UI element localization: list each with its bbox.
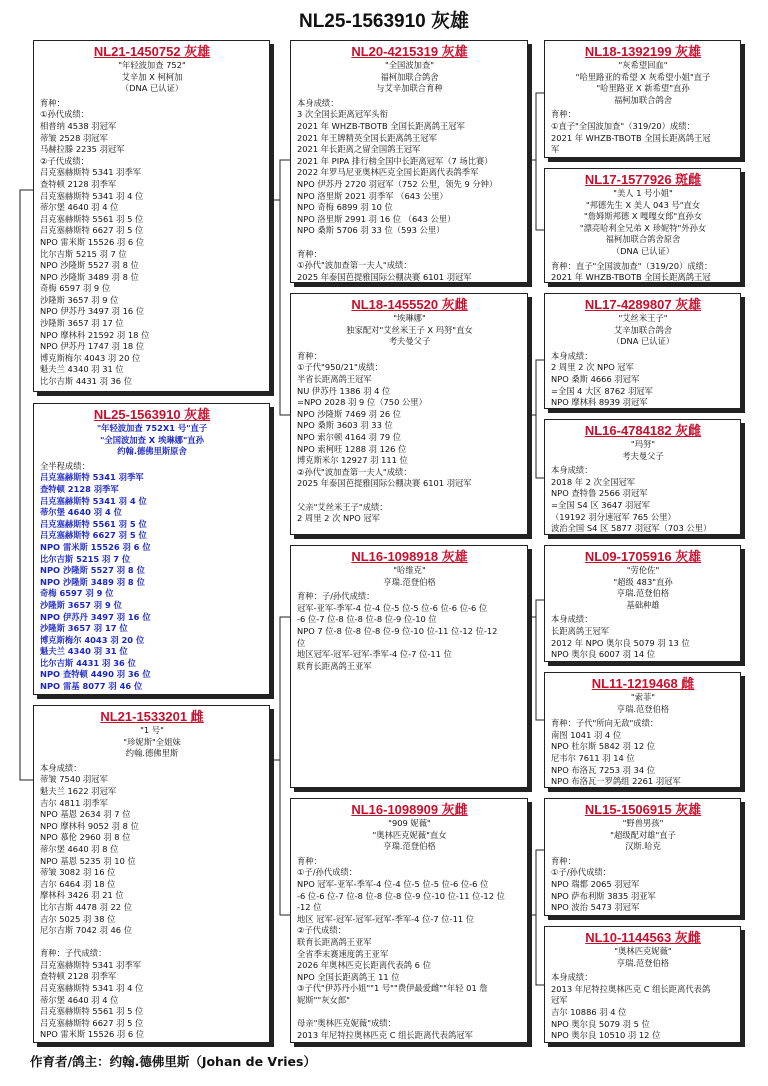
result-line: NPO 洛里斯 2021 羽季军 （643 公里） (297, 190, 448, 201)
result-line: 2025 年泰国芭提雅国际公棚决赛 6101 羽冠军 (297, 478, 472, 489)
result-line: NPO 沙隆斯 3489 羽 8 位 (40, 271, 139, 282)
result-line: =全国 4 大区 8762 羽冠军 (551, 385, 653, 396)
result-line: NPO 波治 5473 羽冠军 (551, 902, 640, 913)
pedigree-card-dam (33, 705, 270, 1043)
result-line: NPO 慕伦 2960 羽 8 位 (40, 832, 131, 843)
result-line: NPO 基恩 2634 羽 7 位 (40, 809, 131, 820)
result-line: 查特顿 2128 羽季军 (40, 483, 119, 494)
result-line: 吕克塞赫斯特 5561 羽 5 位 (40, 213, 144, 224)
result-line: NPO 伊苏丹 1747 羽 18 位 (40, 341, 145, 352)
pigeon-description: 亨瑞.范登伯格 (616, 957, 670, 968)
pedigree-card-sire (33, 40, 270, 392)
pigeon-description: 福柯加联合鸽舍原舍 (605, 234, 681, 245)
result-line: NPO 沙隆斯 3489 羽 8 位 (40, 576, 145, 587)
result-line: 蒂尔堡 4640 羽 8 位 (40, 843, 119, 854)
pigeon-description: （DNA 已认证） (611, 336, 675, 347)
result-line: NPO 桑斯 3603 羽 33 位 (297, 420, 393, 431)
ring-number: NL21-1533201 雌 (100, 709, 204, 724)
pedigree-card-sire-dam (290, 293, 528, 535)
result-line: NPO 全国长距离鸽王 11 位 (297, 971, 400, 982)
pigeon-description: 与艾辛加联合育种 (376, 83, 443, 94)
result-line: 本身成绩： (551, 465, 593, 476)
result-line: 尼韦尔 7611 羽 14 位 (551, 752, 635, 763)
result-line: NPO 桑斯 4666 羽冠军 (551, 373, 640, 384)
ring-number: NL17-1577926 斑雌 (584, 172, 702, 187)
result-line: 相普纳 4538 羽冠军 (40, 120, 117, 131)
result-line: -12 位 (297, 902, 322, 913)
result-line: ①子/孙代成绩： (297, 867, 358, 878)
result-line: ①孙代"波加查第一夫人"成绩： (297, 260, 412, 271)
ring-number: NL16-1098909 灰雌 (351, 802, 468, 817)
pedigree-card-dsd (544, 672, 741, 788)
result-line: NPO 冠军-亚军-季军-4 位-4 位-5 位-5 位-6 位-6 位 (297, 878, 489, 889)
pedigree-card-ssd (544, 168, 741, 283)
result-line: 育种： (297, 855, 322, 866)
breeder-credit: 作育者/鸽主：约翰.德佛里斯（Johan de Vries） (30, 1054, 316, 1069)
result-line: ②子代成绩： (297, 925, 346, 936)
result-line: 尼尔吉斯 7042 羽 46 位 (40, 925, 133, 936)
result-line: 吉尔 5025 羽 38 位 (40, 913, 116, 924)
pigeon-description: "漂亮哈利全兄弟 X 珍妮特"外孙女 (579, 222, 707, 233)
connector-dam-dd (280, 760, 290, 915)
result-line: 地区冠军-冠军-冠军-季军-4 位-7 位-11 位 (297, 649, 452, 660)
result-line: 魁夫兰 4340 羽 31 位 (40, 646, 128, 657)
result-line: 长距离鸽王冠军 (551, 625, 610, 636)
result-line: NPO 雷米斯 15526 羽 6 位 (40, 1029, 145, 1040)
result-line: 半省长距离鸽王冠军 (297, 373, 372, 384)
pigeon-description: "奥林匹克妮薇"直女 (372, 829, 447, 840)
result-line: 沙隆斯 3657 羽 17 位 (40, 623, 128, 634)
ring-number: NL09-1705916 灰雄 (584, 549, 702, 564)
result-line: 吕克塞赫斯特 6627 羽 5 位 (40, 1017, 144, 1028)
result-line: 吕克塞赫斯特 5341 羽季军 (40, 167, 142, 178)
result-line: NPO 奥尔良 6007 羽 14 位 (551, 649, 656, 660)
result-line (297, 237, 522, 249)
pedigree-card-sss (544, 40, 741, 158)
result-line: 比尔吉斯 4431 羽 36 位 (40, 376, 133, 387)
result-line: 蒂皱 7540 羽冠军 (40, 774, 108, 785)
pigeon-description: 亨瑞.范登伯格 (616, 588, 670, 599)
pigeon-description: "劳伦佐" (626, 565, 660, 575)
connector-subject-sire (20, 190, 33, 404)
pigeon-description: "珍妮斯"全姐妹 (123, 736, 181, 747)
pigeon-description: "超级配对雄"直子 (610, 829, 676, 840)
result-line: 2021 年 WHZB-TBOTB 全国长距离鸽王冠 (551, 132, 711, 143)
pigeon-description: 独家配对"艾丝米王子 X 玛努"直女 (346, 324, 473, 335)
pigeon-description: 约翰.德佛里斯原舍 (117, 446, 187, 457)
result-line: 蒂皱 2528 羽冠军 (40, 132, 108, 143)
pigeon-description: "灰希望回血" (618, 60, 668, 70)
result-line: 母亲"奥林匹克妮薇"成绩： (297, 1018, 396, 1029)
result-line: 父亲"艾丝米王子"成绩： (297, 501, 388, 512)
result-line: 吕克塞赫斯特 5561 羽 5 位 (40, 518, 147, 529)
pigeon-description: 亨瑞.范登伯格 (383, 841, 436, 852)
result-line: NPO 沙隆斯 7469 羽 26 位 (297, 408, 402, 419)
pedigree-card-sire-sire (290, 40, 528, 283)
result-line: 博克斯梅尔 4043 羽 20 位 (40, 352, 141, 363)
pedigree-card-dam-sire (290, 545, 528, 788)
result-line: 2021 年 PIPA 排行榜全国中长距离冠军（7 场比赛） (297, 155, 493, 166)
connector-sire-ss (270, 160, 290, 200)
result-line: 沙隆斯 3657 羽 9 位 (40, 294, 119, 305)
pigeon-description: 约翰.德佛里斯 (125, 748, 179, 759)
connector-sd-sds (528, 360, 544, 415)
result-line: 吉尔 10886 羽 4 位 (551, 1006, 627, 1017)
pedigree-card-ddd (544, 926, 741, 1043)
pedigree-card-sds (544, 293, 741, 409)
result-line: 育种： (297, 248, 322, 259)
result-line: 本身成绩： (297, 97, 339, 108)
result-line (297, 1007, 522, 1019)
ring-number: NL18-1455520 灰雌 (351, 297, 468, 312)
pigeon-description: "1 号" (140, 725, 164, 735)
connector-dd-ddd (536, 915, 544, 985)
result-line: 沙隆斯 3657 羽 9 位 (40, 599, 122, 610)
result-line: NPO 索柯旺 1288 羽 126 位 (297, 443, 407, 454)
result-line: 2012 年 NPO 奥尔良 5079 羽 13 位 (551, 637, 690, 648)
result-line: NPO 查特顿 4490 羽 36 位 (40, 669, 151, 680)
result-line: NPO 7 位-8 位-8 位-8 位-9 位-10 位-11 位-12 位-12 (297, 625, 498, 636)
result-line: =全国 S4 区 3647 羽冠军 (551, 499, 650, 510)
result-line: 奇梅 6597 羽 9 位 (40, 283, 111, 294)
result-line: 2026 年奥林匹克长距离代表鸽 6 位 (297, 960, 431, 971)
result-line: 地区 冠军-冠军-冠军-冠军-季军-4 位-7 位-11 位 (297, 913, 475, 924)
result-line: 奇梅 6597 羽 9 位 (40, 588, 114, 599)
pigeon-description: "年轻波加查 752" (118, 60, 186, 70)
result-line: 位 (297, 637, 306, 648)
result-line: 比尔吉斯 4431 羽 36 位 (40, 657, 136, 668)
ring-number: NL10-1144563 灰雌 (585, 930, 701, 945)
connector-sire-sd (280, 200, 290, 415)
result-line: 2 周里 2 次 NPO 冠军 (297, 513, 380, 524)
result-line: 博克斯梅尔 4043 羽 20 位 (40, 634, 145, 645)
result-line: NPO 查特鲁 2566 羽冠军 (551, 488, 648, 499)
result-line: 2021 年 WHZB-TBOTB 全国长距离鸽王冠军 (297, 120, 465, 131)
page-title: NL25-1563910 灰雄 (298, 11, 470, 32)
connector-ds-dsd (536, 617, 544, 720)
result-line: NPO 洛里斯 2991 羽 16 位 （643 公里） (297, 213, 456, 224)
result-line: NPO 布洛瓦 7253 羽 34 位 (551, 764, 656, 775)
result-line: NPO 伊苏丹 2720 羽冠军（752 公里，领先 9 分钟） (297, 178, 498, 189)
connector-subject-dam (20, 400, 33, 780)
result-line: 蒂尔堡 4640 羽 4 位 (40, 202, 119, 213)
pedigree-card-sdd (544, 419, 741, 535)
result-line: 2021 年王牌精英全国长距离鸽王冠军 (297, 132, 437, 143)
result-line: NPO 伊苏丹 3497 羽 16 位 (40, 611, 151, 622)
pigeon-description: "909 妮薇" (388, 818, 431, 828)
result-line: 妮斯""灰女郎" (297, 994, 350, 1005)
pigeon-description: 考夫曼父子 (622, 450, 664, 461)
result-line: NPO 杜尔斯 5842 羽 12 位 (551, 741, 656, 752)
pigeon-description: （DNA 已认证） (611, 245, 675, 256)
result-line: 吉尔 4811 羽季军 (40, 797, 108, 808)
pigeon-description: "美人 1 号小姐" (613, 188, 673, 198)
pigeon-description: 艾辛加 X 柯柯加 (121, 71, 183, 82)
result-line: NPO 奥尔良 5079 羽 5 位 (551, 1018, 650, 1029)
pigeon-description: 考夫曼父子 (388, 336, 431, 347)
result-line: 南图 1041 羽 4 位 (551, 729, 622, 740)
pigeon-description: "全国波加查 X 埃琳娜"直孙 (100, 434, 204, 445)
result-line: 2013 年尼特拉奥林匹克 C 组长距离代表鸽 (551, 983, 711, 994)
result-line: 魁夫兰 4340 羽 31 位 (40, 364, 124, 375)
pedigree-card-subject (33, 403, 270, 695)
result-line: 育种： (551, 109, 576, 120)
result-line: NPO 沙隆斯 5527 羽 8 位 (40, 260, 139, 271)
connector-ds-dss (528, 600, 544, 617)
result-line: 本身成绩： (551, 972, 593, 983)
result-line: 查特顿 2128 羽季军 (40, 971, 117, 982)
result-line: ①子/孙代成绩： (551, 867, 612, 878)
pigeon-description: "玛努" (630, 439, 656, 449)
result-line: 博克斯米尔 12927 羽 111 位 (297, 455, 408, 466)
result-line: 本身成绩： (40, 762, 82, 773)
pigeon-description: "詹姆斯邦德 X 嘎嘎女郎"直孙女 (583, 211, 703, 222)
ring-number: NL16-1098918 灰雄 (351, 549, 468, 564)
result-line: -6 位-7 位-8 位-8 位-8 位-9 位-10 位 (297, 614, 437, 625)
result-line: 全省季末赛速度鸽王亚军 (297, 948, 389, 959)
pedigree-card-dss (544, 545, 741, 662)
result-line: 2021 年长距离之留全国鸽王冠军 (297, 144, 421, 155)
result-line: 比尔吉斯 5215 羽 7 位 (40, 553, 131, 564)
pedigree-card-dam-dam (290, 798, 528, 1043)
result-line: 联育长距离鸽王亚军 (297, 936, 372, 947)
result-line: 吕克塞赫斯特 6627 羽 5 位 (40, 225, 144, 236)
result-line: 本身成绩： (551, 350, 593, 361)
result-line: 2013 年尼特拉奥林匹克 C 组长距离代表鸽冠军 (297, 1029, 473, 1040)
result-line: NPO 奥尔良 10510 羽 12 位 (551, 1030, 661, 1041)
result-line: NPO 瑞都 2065 羽冠军 (551, 878, 640, 889)
pigeon-description: 艾辛加联合鸽舍 (613, 324, 673, 335)
result-line: 2 周里 2 次 NPO 冠军 (551, 362, 634, 373)
pigeon-description: 亨瑞.范登伯格 (383, 576, 436, 587)
pigeon-description: 汉斯.哈克 (625, 841, 661, 852)
pigeon-description: "埃琳娜" (393, 313, 426, 323)
result-line: 育种：子代"所向无敌"成绩： (551, 718, 659, 729)
result-line: ②子代成绩： (40, 155, 89, 166)
connector-ss-sss (528, 93, 544, 160)
ring-number: NL21-1450752 灰雄 (93, 44, 211, 59)
result-line: NPO 摩林科 8939 羽冠军 (551, 397, 648, 408)
connector-sd-sdd (536, 415, 544, 478)
result-line: 吕克塞赫斯特 5341 羽 4 位 (40, 495, 147, 506)
result-line: 育种：直子"全国波加查"（319/20）成绩： (551, 260, 713, 271)
result-line: 吕克塞赫斯特 5341 羽 4 位 (40, 983, 144, 994)
result-line: 波治全国 S4 区 5877 羽冠军（703 公里） (551, 523, 712, 534)
result-line: NPO 布洛瓦一罗鸽组 2261 羽冠军 (551, 776, 681, 787)
result-line: 全半程成绩： (40, 460, 90, 471)
result-line: 魁夫兰 1622 羽冠军 (40, 785, 117, 796)
result-line: NPO 摩林科 21592 羽 18 位 (40, 329, 150, 340)
connector-dam-ds (270, 617, 290, 760)
result-line: 育种： (40, 97, 65, 108)
pigeon-description: "野兽男孩" (622, 818, 664, 828)
pedigree-card-dds (544, 798, 741, 916)
result-line: NPO 雷米斯 15526 羽 6 位 (40, 236, 145, 247)
result-line (297, 490, 522, 502)
result-line: 吕克塞赫斯特 5341 羽季军 (40, 472, 144, 483)
result-line: 吕克塞赫斯特 5561 羽 5 位 (40, 1006, 144, 1017)
pigeon-description: "全国波加查" (384, 60, 435, 70)
result-line: 吕克塞赫斯特 5341 羽 4 位 (40, 190, 144, 201)
pigeon-description: （DNA 已认证） (120, 83, 184, 94)
pigeon-description: 福柯加联合鸽舍 (613, 94, 673, 105)
result-line: ①子代"950/21"成绩： (297, 362, 383, 373)
result-line: 蒂尔堡 4640 羽 4 位 (40, 994, 119, 1005)
pigeon-description: "邦德先生 X 美人 043 号"直女 (585, 199, 701, 210)
pigeon-description: "索菲" (630, 692, 656, 702)
result-line: 2021 年 WHZB-TBOTB 全国长距离鸽王冠 (551, 272, 711, 283)
result-line: ②孙代"波加查第一夫人"成绩： (297, 466, 412, 477)
pigeon-description: 基础种雄 (626, 599, 660, 610)
pigeon-description: "哈维克" (393, 565, 426, 575)
result-line: 育种：子/孙代成绩： (297, 591, 375, 602)
ring-number: NL16-4784182 灰雌 (584, 423, 702, 438)
result-line: 育种：子代成绩： (40, 948, 107, 959)
result-line: 育种： (297, 350, 322, 361)
ring-number: NL11-1219468 雌 (591, 676, 695, 691)
result-line: NPO 奇梅 6899 羽 10 位 (297, 202, 393, 213)
pigeon-description: "超级 483"直孙 (613, 576, 673, 587)
result-line: NPO 伊苏丹 3497 羽 16 位 (40, 306, 145, 317)
result-line: NPO 索尔顿 4164 羽 79 位 (297, 431, 402, 442)
pigeon-description: 亨瑞.范登伯格 (616, 703, 670, 714)
result-line: NPO 萨布利斯 3835 羽亚军 (551, 890, 656, 901)
result-line: 吕克塞赫斯特 6627 羽 5 位 (40, 530, 147, 541)
result-line: NU 伊苏丹 1386 羽 4 位 (297, 385, 391, 396)
ring-number: NL20-4215319 灰雄 (351, 44, 468, 59)
connector-dd-dds (528, 850, 544, 915)
result-line: 2025 年泰国芭提雅国际公棚决赛 6101 羽冠军 (297, 271, 472, 282)
pigeon-description: 福柯加联合鸽舍 (380, 71, 439, 82)
result-line: 冠军 (551, 995, 568, 1006)
pigeon-description: "年轻波加查 752X1 号"直子 (96, 423, 208, 433)
result-line: 摩林科 3426 羽 21 位 (40, 890, 124, 901)
result-line: NPO 桑斯 5706 羽 33 位（593 公里） (297, 225, 445, 236)
result-line: ③子代"伊苏丹小姐""1 号""费伊最爱雌""年轻 01 詹 (297, 983, 488, 994)
pigeon-description: "奥林匹克妮薇" (614, 946, 672, 956)
result-line: 吉尔 6464 羽 18 位 (40, 878, 116, 889)
result-line: NPO 沙隆斯 5527 羽 8 位 (40, 565, 145, 576)
result-line: 马赫拉滕 2235 羽冠军 (40, 144, 125, 155)
pigeon-description: "艾丝米王子" (618, 313, 668, 323)
connector-ss-ssd (536, 160, 544, 230)
result-line: 联育长距离鸽王亚军 (297, 660, 372, 671)
result-line: 2018 年 2 次全国冠军 (551, 476, 636, 487)
result-line: NPO 摩林科 9052 羽 8 位 (40, 820, 139, 831)
result-line: 冠军-亚军-季军-4 位-4 位-5 位-5 位-6 位-6 位-6 位 (297, 602, 488, 613)
ring-number: NL15-1506915 灰雄 (584, 802, 702, 817)
result-line: NPO 雷米斯 15526 羽 6 位 (40, 541, 151, 552)
result-line: 吕克塞赫斯特 5341 羽季军 (40, 959, 142, 970)
result-line: =NPO 2028 羽 9 位（750 公里） (297, 397, 427, 408)
pigeon-description: "哈里路亚 X 新希望"直孙 (596, 83, 690, 94)
result-line: 军 (551, 144, 560, 155)
result-line: 本身成绩： (551, 614, 593, 625)
result-line: 沙隆斯 3657 羽 17 位 (40, 318, 124, 329)
pigeon-description: "哈里路亚的希望 X 灰希望小姐"直子 (575, 71, 711, 82)
result-line: 比尔吉斯 4478 羽 22 位 (40, 901, 133, 912)
result-line: ①孙代成绩： (40, 109, 89, 120)
result-line: 育种： (551, 855, 576, 866)
result-line (40, 937, 264, 949)
result-line: ①直子"全国波加查"（319/20）成绩： (551, 120, 695, 131)
result-line: 蒂皱 3082 羽 16 位 (40, 867, 116, 878)
ring-number: NL18-1392199 灰雄 (584, 44, 702, 59)
result-line: 3 次全国长距离冠军头衔 (297, 109, 388, 120)
result-line: -6 位-6 位-7 位-8 位-8 位-8 位-9 位-10 位-11 位-12 位 (297, 890, 505, 901)
result-line: NPO 雷基 8077 羽 46 位 (40, 681, 143, 692)
result-line: 蒂尔堡 4640 羽 4 位 (40, 507, 122, 518)
result-line: （19192 羽分速冠军 765 公里） (551, 511, 676, 522)
result-line: 比尔吉斯 5215 羽 7 位 (40, 248, 127, 259)
ring-number: NL17-4289807 灰雄 (584, 297, 702, 312)
result-line: 查特顿 2128 羽季军 (40, 178, 117, 189)
ring-number: NL25-1563910 灰雄 (93, 407, 211, 422)
result-line: 2022 年罗马尼亚奥林匹克全国长距离代表鸽季军 (297, 167, 479, 178)
result-line: NPO 基恩 5235 羽 10 位 (40, 855, 136, 866)
